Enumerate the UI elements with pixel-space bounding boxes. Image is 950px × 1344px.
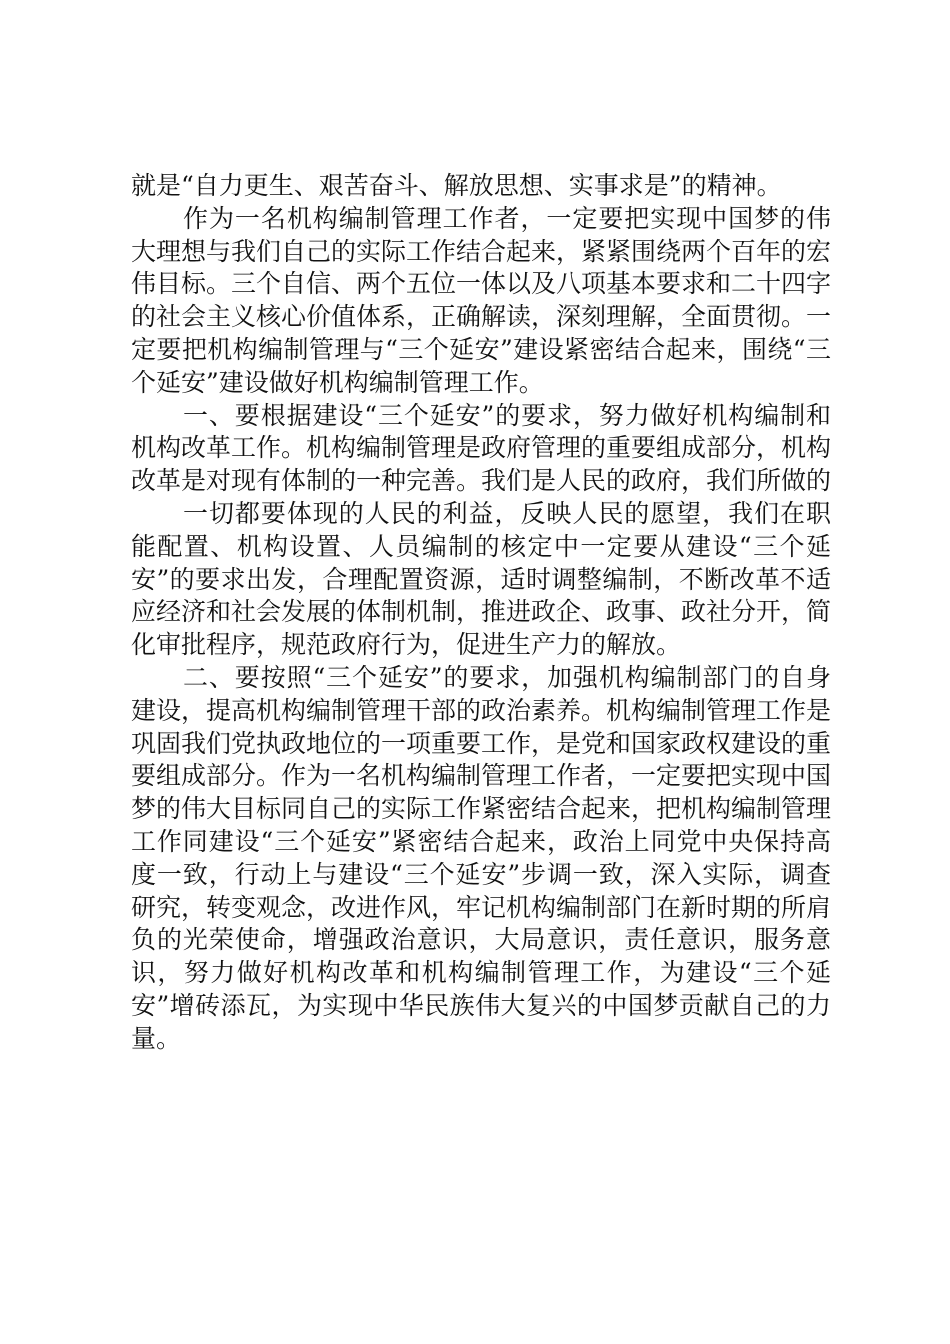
paragraph-point-two: 二、要按照“三个延安”的要求，加强机构编制部门的自身建设，提高机构编制管理干部的政治素养。机构编制管理工作是巩固我们党执政地位的一项重要工作，是党和国家政权建设的重要组成部分。作为一名机构编制管理工作者，一定要把实现中国梦的伟大目标同自己的实际工作紧密结合起来，把机构编制管理工作同建设“三个延安”紧密结合起来，政治上同党中央保持高度一致，行动上与建设“三个延安”步调一致，深入实际，调查研究，转变观念，改进作风，牢记机构编制部门在新时期的所肩负的光荣使命，增强政治意识，大局意识，责任意识，服务意识，努力做好机构改革和机构编制管理工作，为建设“三个延安”增砖添瓦，为实现中华民族伟大复兴的中国梦贡献自己的力量。 [131, 662, 832, 1053]
paragraph-continuation: 就是“自力更生、艰苦奋斗、解放思想、实事求是”的精神。 [131, 171, 782, 200]
document-body [131, 170, 831, 1056]
paragraph-point-one: 一、要根据建设“三个延安”的要求，努力做好机构编制和机构改革工作。机构编制管理是政府管理的重要组成部分，机构改革是对现有体制的一种完善。我们是人民的政府，我们所做的 [131, 400, 832, 496]
paragraph-point-one-continued: 一切都要体现的人民的利益，反映人民的愿望，我们在职能配置、机构设置、人员编制的核定中一定要从建设“三个延安”的要求出发，合理配置资源，适时调整编制，不断改革不适应经济和社会发展的体制机制，推进政企、政事、政社分开，简化审批程序，规范政府行为，促进生产力的解放。 [131, 498, 832, 660]
paragraph-intro: 作为一名机构编制管理工作者，一定要把实现中国梦的伟大理想与我们自己的实际工作结合起来，紧紧围绕两个百年的宏伟目标。三个自信、两个五位一体以及八项基本要求和二十四字的社会主义核心价值体系，正确解读，深刻理解，全面贯彻。一定要把机构编制管理与“三个延安”建设紧密结合起来，围绕“三个延安”建设做好机构编制管理工作。 [131, 203, 832, 397]
